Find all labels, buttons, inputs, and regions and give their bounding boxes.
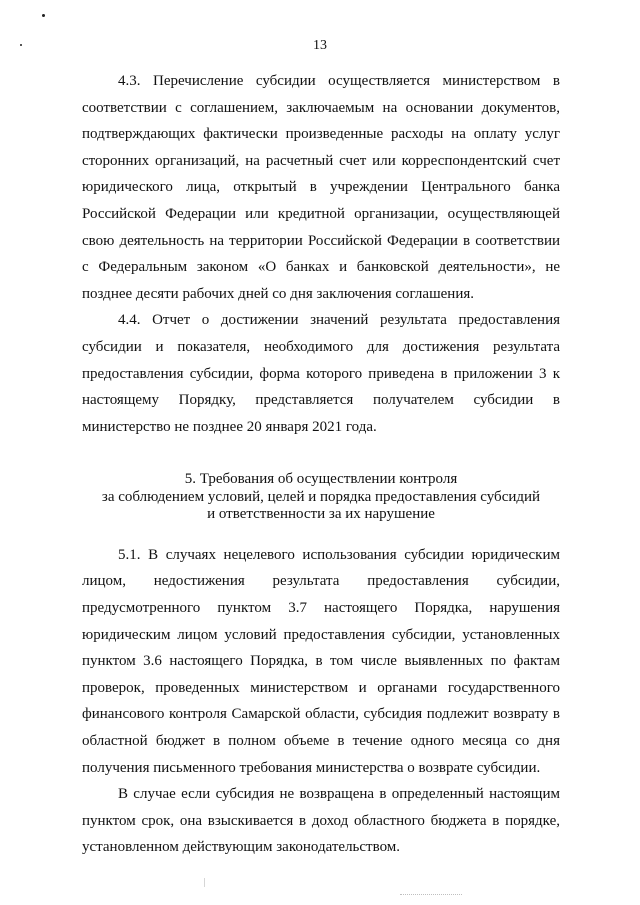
paragraph-4-4: 4.4. Отчет о достижении значений результата предоставления субсидии и показателя, необходимого для достижения результата предоставления субсидии, форма которого приведена в приложении 3 к настоящему Порядку, представляется получателем субсидии в министерство не позднее 20 января 2021 года. [82,312,560,435]
paragraph-4-3: 4.3. Перечисление субсидии осуществляется министерством в соответствии с соглашением, заключаемым на основании документов, подтверждающих фактически произведенные расходы на оплату услуг сторонних организаций, на расчетный счет или корреспондентский счет юридического лица, открытый в учреждении Центрального банка Российской Федерации или кредитной организации, осуществляющей свою деятельность на территории Российской Федерации в соответствии с Федеральным законом «О банках и банковской деятельности», не позднее десяти рабочих дней со дня заключения соглашения. [82,73,560,302]
scan-mark [400,894,462,895]
paragraph-5-1-continuation: В случае если субсидия не возвращена в определенный настоящим пунктом срок, она взыскивается в доход областного бюджета в порядке, установленном действующим законодательством. [82,786,560,856]
page-number: 13 [313,38,327,53]
section-heading-line: 5. Требования об осуществлении контроля [184,471,458,488]
section-heading [82,471,560,524]
document-body [82,68,560,861]
section-heading-line: за соблюдением условий, целей и порядка предоставления субсидий [101,488,541,505]
paragraph-5-1: 5.1. В случаях нецелевого использования субсидии юридическим лицом, недостижения результата предоставления субсидии, предусмотренного пунктом 3.7 настоящего Порядка, нарушения юридическим лицом условий предоставления субсидии, установленных пунктом 3.6 настоящего Порядка, в том числе выявленных по фактам проверок, проведенных министерством и органами государственного финансового контроля Самарской области, субсидия подлежит возврату в областной бюджет в полном объеме в течение одного месяца со дня получения письменного требования министерства о возврате субсидии. [82,546,560,776]
section-heading-line: и ответственности за их нарушение [207,506,435,523]
scan-mark [204,878,205,887]
scan-speck [42,14,45,17]
